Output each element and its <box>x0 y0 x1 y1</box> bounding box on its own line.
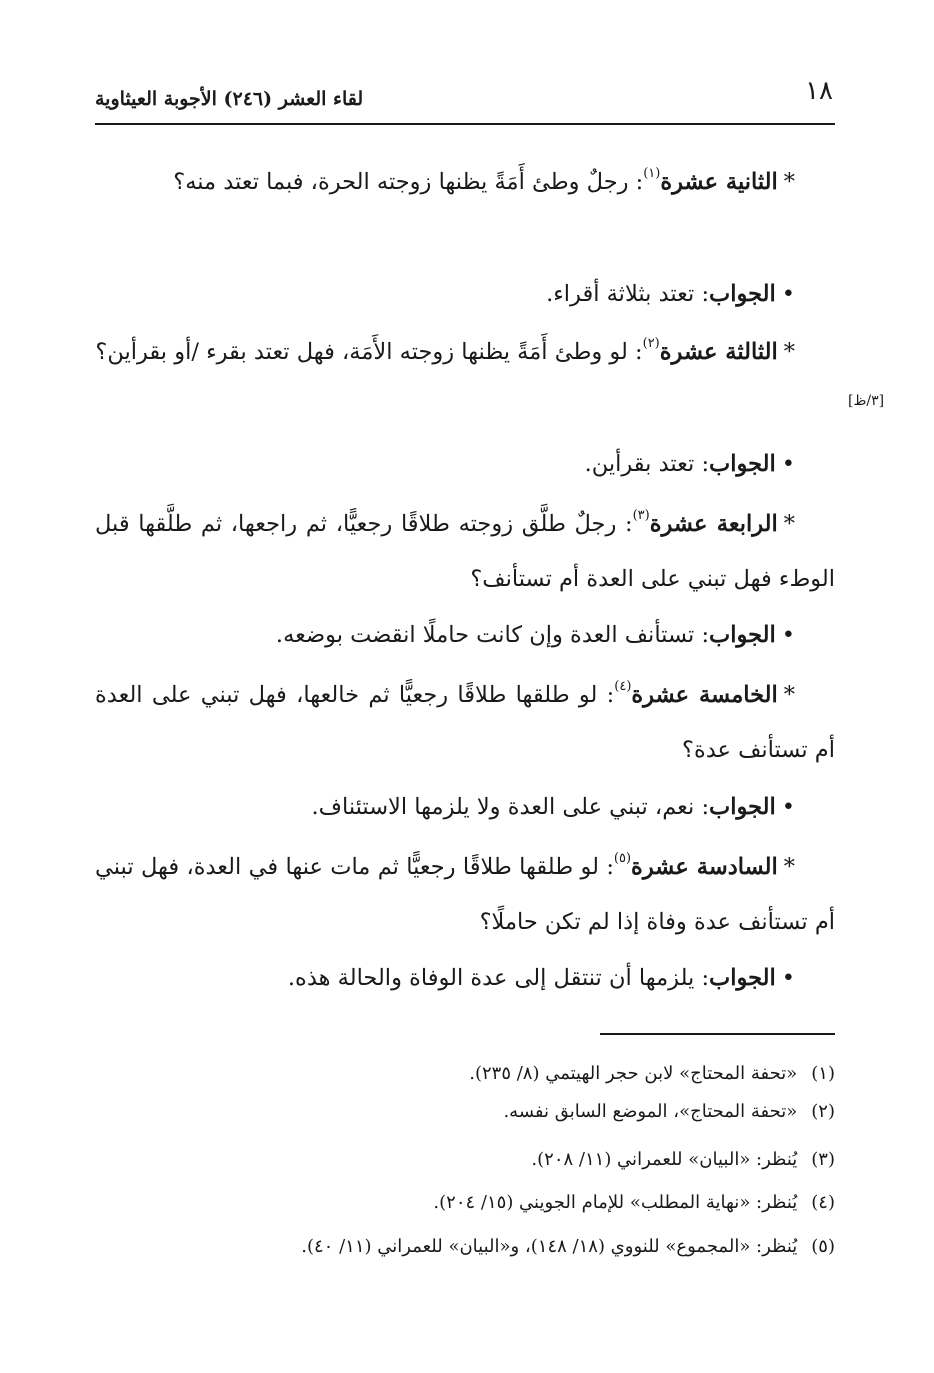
answer-12 <box>95 267 835 322</box>
footnote-number: (٤) <box>811 1192 835 1213</box>
footnote-1 <box>95 1057 835 1091</box>
footnote-number: (١) <box>811 1063 835 1084</box>
answer-text: : تعتد بثلاثة أقراء. <box>546 281 710 307</box>
page-number: ١٨ <box>805 76 833 106</box>
answer-15 <box>95 780 835 835</box>
question-title: الخامسة عشرة <box>631 682 778 708</box>
footnote-number: (٥) <box>811 1236 835 1257</box>
footnote-text: يُنظر: «نهاية المطلب» للإمام الجويني (١٥/ ٢٠٤). <box>433 1192 798 1213</box>
footnote-ref[interactable]: (٢) <box>642 336 660 351</box>
answer-text: : يلزمها أن تنتقل إلى عدة الوفاة والحالة هذه. <box>287 965 710 991</box>
footnote-number: (٣) <box>811 1149 835 1170</box>
footnote-4 <box>95 1186 835 1220</box>
footnote-separator <box>600 1033 835 1035</box>
answer-16 <box>95 951 835 1006</box>
question-13 <box>95 325 835 380</box>
footnote-5 <box>95 1230 835 1264</box>
answer-label: الجواب <box>709 451 776 477</box>
answer-text: : تستأنف العدة وإن كانت حاملًا انقضت بوضعه. <box>275 622 710 648</box>
answer-label: الجواب <box>709 281 776 307</box>
bullet-marker: • <box>781 622 795 648</box>
footnote-number: (٢) <box>811 1101 835 1122</box>
asterisk-marker: * <box>783 339 795 365</box>
footnote-text: يُنظر: «المجموع» للنووي (١٨/ ١٤٨)، و«البيان» للعمراني (١١/ ٤٠). <box>301 1236 798 1257</box>
footnote-ref[interactable]: (٣) <box>632 508 650 523</box>
footnote-ref[interactable]: (٤) <box>614 679 632 694</box>
answer-text: : تعتد بقرأين. <box>584 451 710 477</box>
answer-13 <box>95 437 835 492</box>
footnote-text: «تحفة المحتاج»، الموضع السابق نفسه. <box>503 1101 798 1122</box>
question-12 <box>95 155 835 210</box>
question-title: الثانية عشرة <box>660 169 778 195</box>
question-title: الرابعة عشرة <box>649 511 778 537</box>
question-text: : رجلٌ وطئ أَمَةً يظنها زوجته الحرة، فبما تعتد منه؟ <box>173 169 644 195</box>
footnote-ref[interactable]: (١) <box>643 166 661 181</box>
question-16 <box>95 840 835 950</box>
question-text: : لو طلقها طلاقًا رجعيًّا ثم مات عنها في العدة، فهل تبني أم تستأنف عدة وفاة إذا لم تكن حاملًا؟ <box>95 854 835 935</box>
footnote-ref[interactable]: (٥) <box>613 851 632 866</box>
question-15 <box>95 668 835 778</box>
question-title: السادسة عشرة <box>631 854 778 880</box>
header-rule <box>95 123 835 125</box>
answer-label: الجواب <box>709 794 776 820</box>
question-text: : لو وطئ أَمَةً يظنها زوجته الأَمَة، فهل تعتد بقرء /أو بقرأين؟ <box>95 339 643 365</box>
bullet-marker: • <box>781 451 795 477</box>
question-text: : لو طلقها طلاقًا رجعيًّا ثم خالعها، فهل تبني على العدة أم تستأنف عدة؟ <box>95 682 835 763</box>
asterisk-marker: * <box>783 854 795 880</box>
footnote-3 <box>95 1143 835 1177</box>
footnote-text: يُنظر: «البيان» للعمراني (١١/ ٢٠٨). <box>531 1149 798 1170</box>
question-title: الثالثة عشرة <box>659 339 778 365</box>
running-title: لقاء العشر (٢٤٦) الأجوبة العيثاوية <box>95 88 364 110</box>
answer-text: : نعم، تبني على العدة ولا يلزمها الاستئناف. <box>311 794 710 820</box>
asterisk-marker: * <box>783 169 795 195</box>
answer-label: الجواب <box>709 622 776 648</box>
question-text: : رجلٌ طلَّق زوجته طلاقًا رجعيًّا، ثم راجعها، ثم طلَّقها قبل الوطء فهل تبني على العدة أم تستأنف؟ <box>95 511 835 592</box>
page-header <box>95 72 835 122</box>
manuscript-folio-marker: [٣/ظ] <box>848 393 885 409</box>
answer-14 <box>95 608 835 663</box>
asterisk-marker: * <box>783 511 795 537</box>
asterisk-marker: * <box>783 682 795 708</box>
answer-label: الجواب <box>709 965 776 991</box>
bullet-marker: • <box>781 794 795 820</box>
bullet-marker: • <box>781 965 795 991</box>
footnote-text: «تحفة المحتاج» لابن حجر الهيتمي (٨/ ٢٣٥). <box>469 1063 798 1084</box>
footnote-2 <box>95 1095 835 1129</box>
question-14 <box>95 497 835 607</box>
bullet-marker: • <box>781 281 795 307</box>
